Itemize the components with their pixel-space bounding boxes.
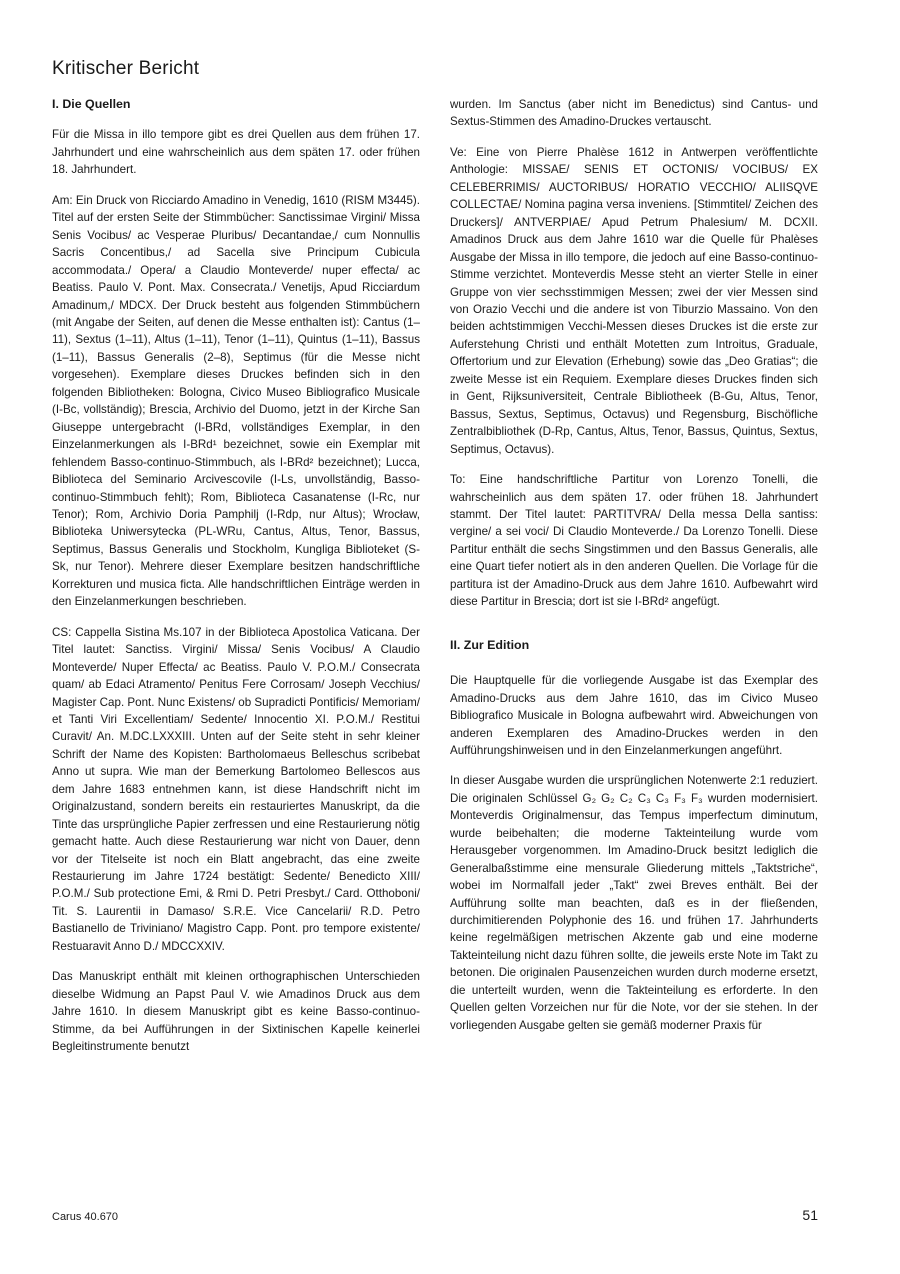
paragraph-notation: In dieser Ausgabe wurden die ursprünglichen Notenwerte 2:1 reduziert. Die originalen Schlüssel G₂ G₂ C₂ C₃ C₃ F₃ F₃ wurden modernisiert. Monteverdis Originalmensur, das Tempus imperfectum diminutum, wurde beibehalten; die moderne Takteinteilung wurde vom Herausgeber vorgenommen. Im Amadino-Druck besitzt lediglich die Generalbaßstimme eine mensurale Gliederung mittels „Taktstriche“, wobei im Normalfall jeder „Takt“ zwei Breves enthält. Bei der Aufführung sollte man beachten, daß es in der fließenden, durchimitierenden Polyphonie des 16. und frühen 17. Jahrhunderts keine regelmäßigen metrischen Akzente gab und eine moderne Takteinteilung nicht dazu führen sollte, die jeweils erste Note im Takt zu betonen. Die originalen Pausenzeichen wurden durch moderne ersetzt, die unterteilt wurden, wenn die Takteinteilung es erforderte. In den Quellen gelten Vorzeichen nur für die Note, vor der sie stehen. In der vorliegenden Ausgabe gelten sie gemäß moderner Praxis für bbox=[450, 774, 818, 1032]
section-heading-quellen: I. Die Quellen bbox=[52, 97, 131, 111]
paragraph-source-cs: CS: Cappella Sistina Ms.107 in der Biblioteca Apostolica Vaticana. Der Titel lautet: Sanctiss. Virgini/ Missa/ Senis Vocibus/ A Claudio Monteverde/ Nuper Effecta/ ac Beatiss. Paulo V. P.O.M./ Consecrata quam/ ab Edaci Atramento/ Penitus Fere Corrosam/ Joseph Vecchius/ Magister Cap. Pont. Nunc Existens/ ob Supradicti Pontificis/ Memoriam/ et Tanti Viri Excellentiam/ Sedente/ Innocentio XI. P.O.M./ Restitui Curavit/ An. M.DC.LXXXIII. Unten auf der Seite steht in sehr kleiner Schrift der Name des Kopisten: Bartholomaeus Belleschus scribebat Anno ut supra. Wie man der Bemerkung Bartolomeo Bellescos aus dem Jahre 1683 entnehmen kann, ist diese Handschrift nicht im Originalzustand, sondern bereits ein restauriertes Manuskript, da die Tinte das ursprüngliche Papier zerfressen und eine Restaurierung nötig gemacht hatte. Auch diese Restaurierung war nicht von Dauer, denn vor der Titelseite ist noch ein Blatt angebracht, das eine zweite Restaurierung im Jahre 1724 bestätigt: Sedente/ Benedicto XIII/ P.O.M./ Sub protectione Emi, & Rmi D. Petri Presbyt./ Card. Otthoboni/ Tit. S. Laurentii in Damaso/ S.R.E. Vice Cancelarii/ R.D. Petro Bastianello de Triviniano/ Magistro Capp. Pont. pro tempore existente/ Restuaravit Anno D./ MDCCXXIV. bbox=[52, 625, 420, 953]
paragraph-main-source: Die Hauptquelle für die vorliegende Ausgabe ist das Exemplar des Amadino-Drucks aus dem Jahre 1610, das im Civico Museo Bibliografico Musicale in Bologna aufbewahrt wird. Abweichungen von anderen Exemplaren des Amadino-Druckes werden in den Aufführungshinweisen und in den Einzelanmerkungen angeführt. bbox=[450, 674, 818, 757]
page-number: 51 bbox=[802, 1207, 818, 1223]
paragraph-continuation: wurden. Im Sanctus (aber nicht im Benedictus) sind Cantus- und Sextus-Stimmen des Amadino-Druckes vertauscht. bbox=[450, 98, 818, 129]
paragraph-manuscript: Das Manuskript enthält mit kleinen orthographischen Unterschieden dieselbe Widmung an Papst Paul V. wie Amadinos Druck aus dem Jahre 1610. In diesem Manuskript gibt es keine Basso-continuo-Stimme, da bei Aufführungen in der Sixtinischen Kapelle keinerlei Begleitinstrumente benutzt bbox=[52, 970, 420, 1054]
paragraph-source-am: Am: Ein Druck von Ricciardo Amadino in Venedig, 1610 (RISM M3445). Titel auf der ersten Seite der Stimmbücher: Sanctissimae Virgini/ Missa Senis Vocibus/ ac Vesperae Pluribus/ Decantandae,/ cum Nonnullis Sacris Concentibus,/ ad Sacella sive Principum Cubicula accommodata./ Opera/ a Claudio Monteverde/ nuper effecta/ ac Beatiss. Paulo V. Pont. Max. Consecrata./ Venetijs, Apud Ricciardum Amadinum,/ MDCX. Der Druck besteht aus folgenden Stimmbüchern (mit Angabe der Seiten, auf denen die Messe enthalten ist): Cantus (1–11), Sextus (1–11), Altus (1–11), Tenor (1–11), Quintus (1–11), Bassus (1–11), Bassus Generalis (2–8), Septimus (für die Messe nicht vorgesehen). Exemplare dieses Druckes befinden sich in den folgenden Bibliotheken: Bologna, Civico Museo Bibliografico Musicale (I-Bc, vollständig); Brescia, Archivio del Duomo, jetzt in der Kirche San Giuseppe untergebracht (I-BRd, vollständiges Exemplar, in den Einzelanmerkungen als I-BRd¹ bezeichnet, sowie ein Exemplar mit fehlendem Basso-continuo-Stimmbuch, als I-BRd² bezeichnet); Lucca, Biblioteca del Seminario Arcivescovile (I-Ls, unvollständig, Basso-continuo-Stimmbuch fehlt); Rom, Biblioteca Casanatense (I-Rc, nur Tenor); Rom, Archivio Doria Pamphilj (I-Rdp, nur Altus); Wrocław, Biblioteka Uniwersytecka (PL-WRu, Cantus, Altus, Tenor, Bassus, Septimus, Bassus Generalis und Stockholm, Kungliga Biblioteket (S-Sk, nur Tenor). Mehrere dieser Exemplare besitzen handschriftliche Korrekturen und musica ficta. Alle handschriftlichen Einträge werden in den Einzelanmerkungen beschrieben. bbox=[52, 193, 420, 609]
paragraph-source-to: To: Eine handschriftliche Partitur von Lorenzo Tonelli, die wahrscheinlich aus dem späten 17. oder frühen 18. Jahrhundert stammt. Der Titel lautet: PARTITVRA/ Della messa Della santiss: vergine/ a sei voci/ Di Claudio Monteverde./ Da Lorenzo Tonelli. Diese Partitur enthält die sechs Singstimmen und den Bassus Generalis, alle eine Quart tiefer notiert als in den anderen Quellen. Die Vorlage für die partitura ist der Amadino-Druck aus dem Jahre 1610. Aufbewahrt wird diese Partitur in Brescia; dort ist sie I-BRd² angefügt. bbox=[450, 473, 818, 609]
publisher-code: Carus 40.670 bbox=[52, 1211, 119, 1223]
section-heading-edition: II. Zur Edition bbox=[450, 637, 530, 652]
page-title: Kritischer Bericht bbox=[52, 58, 200, 79]
paragraph-source-ve: Ve: Eine von Pierre Phalèse 1612 in Antwerpen veröffentlichte Anthologie: MISSAE/ SENIS ET OCTONIS/ VOCIBUS/ EX CELEBERRIMIS/ AUCTORIBUS/ HORATIO VECCHIO/ ALIISQVE COLLECTAE/ Nomina pagina versa inveniens. [Stimmtitel/ Zeichen des Druckers]/ ANTVERPIAE/ Apud Petrum Phalesium/ M. DCXII. Amadinos Druck aus dem Jahre 1610 war die Quelle für Phalèses Ausgabe der Missa in illo tempore, die jedoch auf eine Basso-continuo-Stimme verzichtet. Monteverdis Messe steht an vierter Stelle in einer Gruppe von vier sechsstimmigen Messen; zwei der vier Messen sind von Orazio Vecchi und die andere ist von Tiburzio Massaino. Von den beiden achtstimmigen Vecchi-Messen dieses Druckes ist die erste zur Auferstehung Christi und enthält Motetten zum Introitus, Graduale, Offertorium und zur Elevation (Erhebung) sowie das „Deo Gratias“; die zweite Messe ist ein Requiem. Exemplare dieses Druckes finden sich in Gent, Rijksuniversiteit, Centrale Bibliotheek (B-Gu, Altus, Tenor, Bassus, Sextus, Septimus, Octavus) und Regensburg, Bischöfliche Zentralbibliothek (D-Rp, Cantus, Altus, Tenor, Bassus, Quintus, Sextus, Septimus, Octavus). bbox=[450, 145, 818, 456]
paragraph-intro: Für die Missa in illo tempore gibt es drei Quellen aus dem frühen 17. Jahrhundert und eine wahrscheinlich aus dem späten 17. oder frühen 18. Jahrhundert. bbox=[52, 128, 420, 177]
left-column bbox=[52, 96, 420, 1069]
right-column bbox=[450, 96, 818, 1047]
